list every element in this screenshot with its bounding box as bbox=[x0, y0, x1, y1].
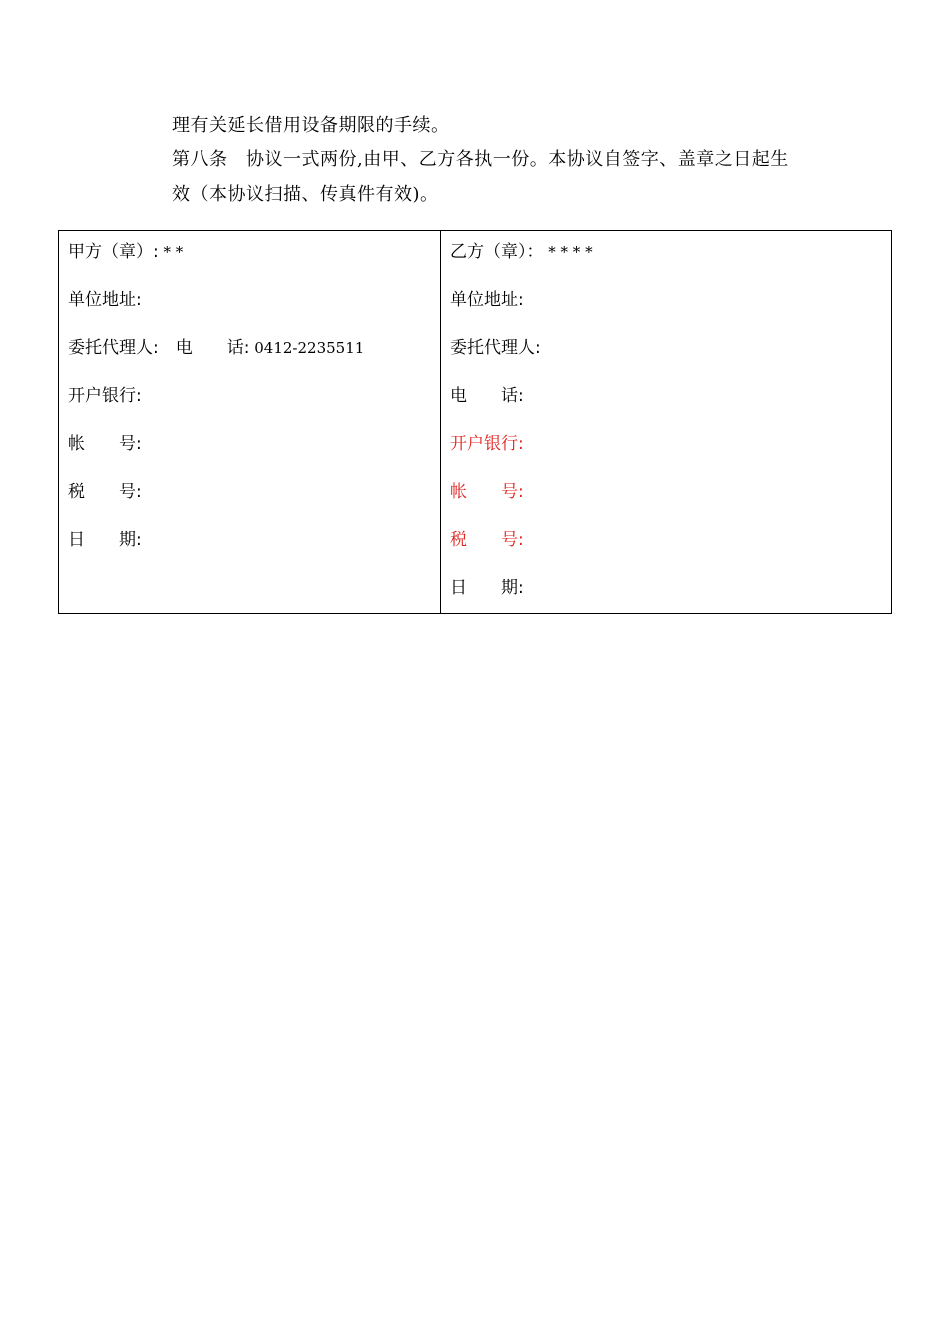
party-a-bank-label: 开户银行: bbox=[68, 386, 142, 406]
party-b-column bbox=[441, 231, 891, 613]
signature-table bbox=[58, 230, 892, 614]
party-b-name-value: * * * * bbox=[543, 243, 593, 261]
party-a-date-label: 日 期: bbox=[68, 530, 142, 550]
party-a-name-label: 甲方（章）: bbox=[68, 242, 159, 262]
party-a-agent-phone-field bbox=[68, 337, 364, 359]
party-a-name-field bbox=[68, 241, 183, 263]
party-a-phone-value: 0412-2235511 bbox=[249, 339, 365, 357]
party-b-bank-label: 开户银行: bbox=[450, 434, 524, 454]
paragraph-article-eight-continued: 效（本协议扫描、传真件有效)。 bbox=[172, 184, 439, 205]
party-b-tax-label: 税 号: bbox=[450, 530, 524, 550]
party-b-name-field bbox=[450, 241, 593, 263]
paragraph-extension-procedure: 理有关延长借用设备期限的手续。 bbox=[172, 115, 450, 136]
party-a-account-label: 帐 号: bbox=[68, 434, 142, 454]
party-b-address-label: 单位地址: bbox=[450, 290, 524, 310]
party-b-date-label: 日 期: bbox=[450, 578, 524, 598]
party-a-tax-label: 税 号: bbox=[68, 482, 142, 502]
party-b-name-label: 乙方（章）： bbox=[450, 242, 544, 262]
party-a-phone-label: 电 话: bbox=[158, 338, 250, 358]
paragraph-article-eight: 第八条 协议一式两份,由甲、乙方各执一份。本协议自签字、盖章之日起生 bbox=[172, 149, 789, 170]
party-a-agent-label: 委托代理人: bbox=[68, 338, 159, 358]
party-b-agent-label: 委托代理人: bbox=[450, 338, 541, 358]
party-b-account-label: 帐 号: bbox=[450, 482, 524, 502]
party-a-name-value: * * bbox=[158, 243, 184, 261]
party-a-column bbox=[59, 231, 441, 613]
party-b-phone-label: 电 话: bbox=[450, 386, 524, 406]
party-a-address-label: 单位地址: bbox=[68, 290, 142, 310]
